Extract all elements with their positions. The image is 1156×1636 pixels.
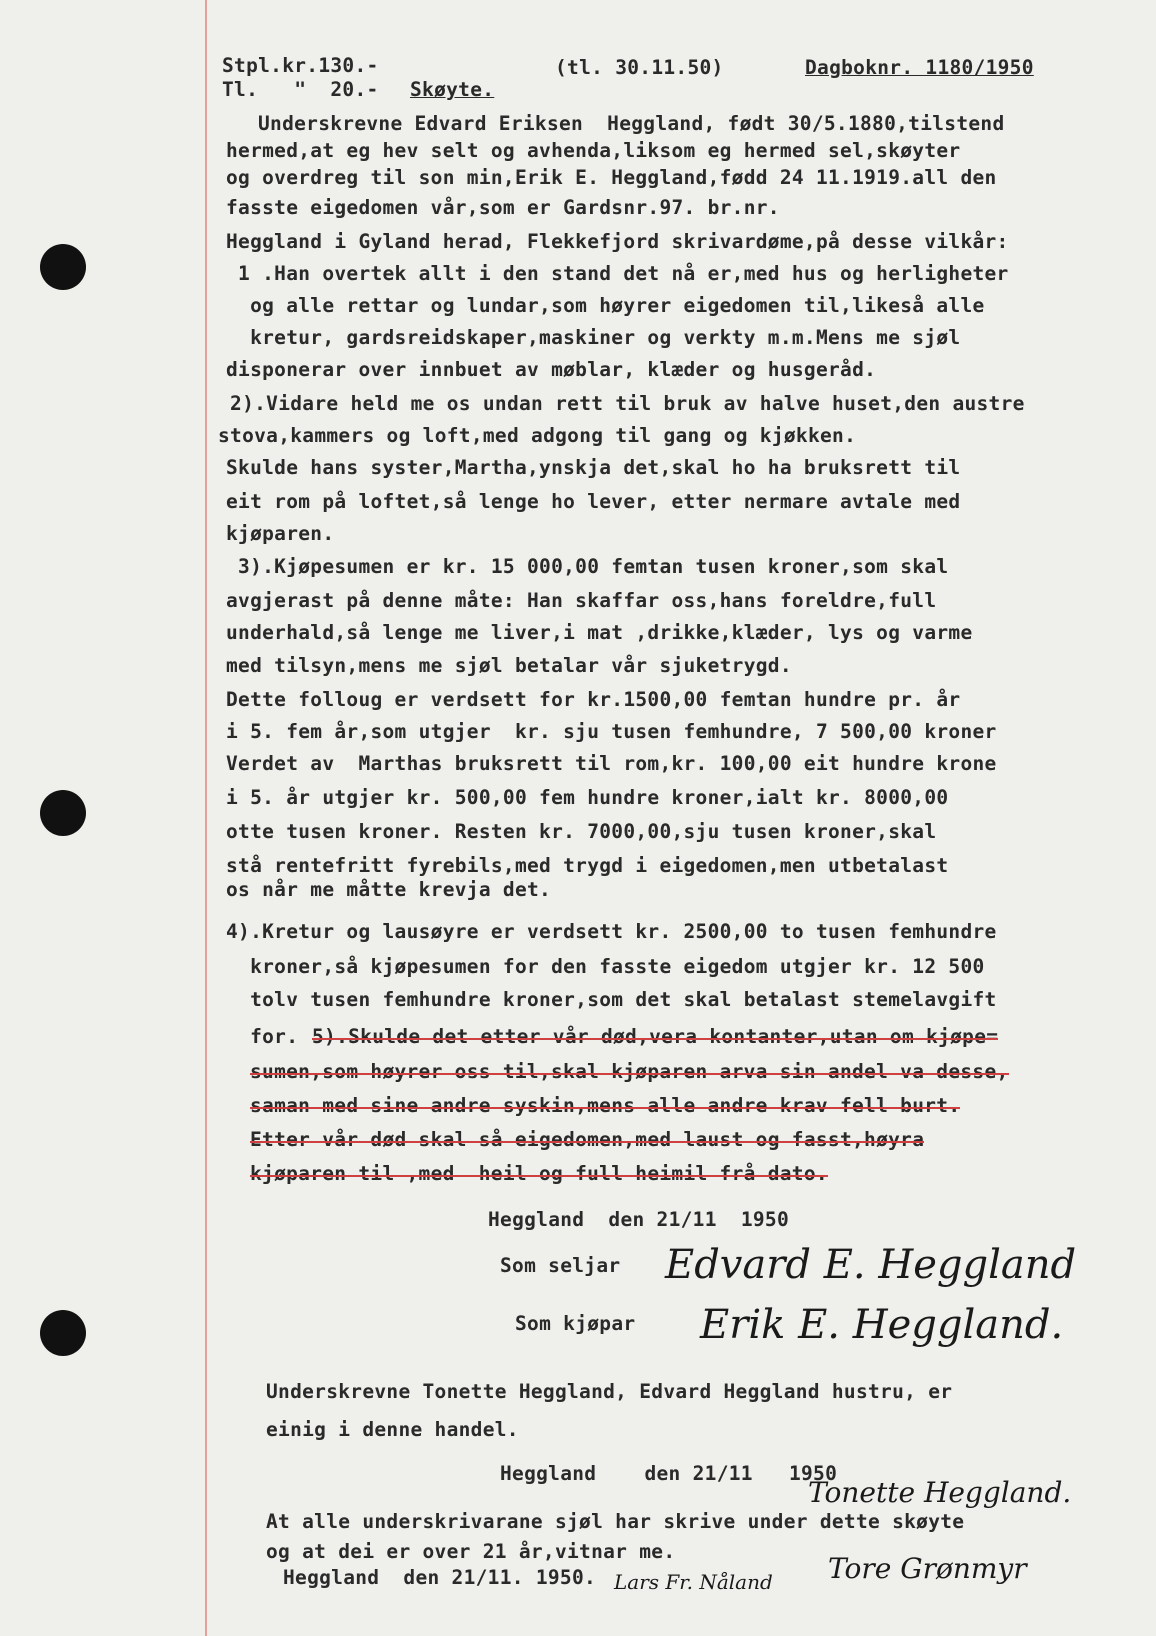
body-line: Verdet av Marthas bruksrett til rom,kr. 100,00 eit hundre krone bbox=[226, 752, 997, 775]
buyer-label: Som kjøpar bbox=[515, 1312, 636, 1335]
body-line: for. bbox=[226, 1025, 299, 1048]
journal-number: Dagboknr. 1180/1950 bbox=[805, 56, 1034, 79]
struck-line bbox=[250, 1162, 828, 1186]
document-title: Skøyte. bbox=[410, 78, 495, 101]
margin-rule bbox=[205, 0, 207, 1636]
struck-text: sumen,som høyrer oss til,skal kjøparen arva sin andel va desse, bbox=[250, 1060, 1009, 1083]
punch-hole bbox=[40, 244, 86, 290]
stamp-fee-line-2: Tl. " 20.- bbox=[222, 78, 379, 101]
body-line: disponerar over innbuet av møblar, klæder og husgeråd. bbox=[226, 358, 877, 381]
body-line: 4).Kretur og lausøyre er verdsett kr. 2500,00 to tusen femhundre bbox=[226, 920, 997, 943]
body-line: i 5. år utgjer kr. 500,00 fem hundre kroner,ialt kr. 8000,00 bbox=[226, 786, 949, 809]
body-line: eit rom på loftet,så lenge ho lever, etter nermare avtale med bbox=[226, 490, 961, 513]
struck-line bbox=[250, 1060, 1009, 1084]
struck-text: saman med sine andre syskin,mens alle andre krav fell burt. bbox=[250, 1094, 961, 1117]
body-line: Skulde hans syster,Martha,ynskja det,skal ho ha bruksrett til bbox=[226, 456, 961, 479]
struck-line bbox=[250, 1094, 960, 1118]
body-line: kjøparen. bbox=[226, 522, 335, 545]
body-line: stova,kammers og loft,med adgong til gang og kjøkken. bbox=[218, 424, 857, 447]
witness-1-signature: Lars Fr. Nåland bbox=[614, 1570, 773, 1594]
body-line: 1 .Han overtek allt i den stand det nå er,med hus og herligheter bbox=[226, 262, 1009, 285]
buyer-signature: Erik E. Heggland. bbox=[700, 1302, 1064, 1348]
body-line: tolv tusen femhundre kroner,som det skal betalast stemelavgift bbox=[226, 988, 997, 1011]
place-date-2: Heggland den 21/11 1950 bbox=[500, 1462, 838, 1485]
struck-text: Etter vår død skal så eigedomen,med laust og fasst,høyra bbox=[250, 1128, 925, 1151]
body-line: Heggland i Gyland herad, Flekkefjord skrivardøme,på desse vilkår: bbox=[226, 230, 1009, 253]
punch-hole bbox=[40, 790, 86, 836]
wife-signature: Tonette Heggland. bbox=[808, 1476, 1072, 1509]
registration-date: (tl. 30.11.50) bbox=[555, 56, 724, 79]
consent-line-1: Underskrevne Tonette Heggland, Edvard Heggland hustru, er bbox=[266, 1380, 953, 1403]
struck-line bbox=[312, 1025, 998, 1049]
body-line: avgjerast på denne måte: Han skaffar oss,hans foreldre,full bbox=[226, 589, 937, 612]
body-line: i 5. fem år,som utgjer kr. sju tusen femhundre, 7 500,00 kroner bbox=[226, 720, 997, 743]
body-line: fasste eigedomen vår,som er Gardsnr.97. br.nr. bbox=[226, 196, 780, 219]
witness-2-signature: Tore Grønmyr bbox=[828, 1552, 1027, 1585]
struck-text: kjøparen til ,med heil og full heimil frå dato. bbox=[250, 1162, 828, 1185]
punch-hole bbox=[40, 1310, 86, 1356]
seller-label: Som seljar bbox=[500, 1254, 621, 1277]
body-line: 3).Kjøpesumen er kr. 15 000,00 femtan tusen kroner,som skal bbox=[226, 555, 949, 578]
body-line: stå rentefritt fyrebils,med trygd i eigedomen,men utbetalast bbox=[226, 854, 949, 877]
place-date-3: Heggland den 21/11. 1950. bbox=[283, 1566, 597, 1589]
body-line: hermed,at eg hev selt og avhenda,liksom eg hermed sel,skøyter bbox=[226, 139, 961, 162]
witness-line-2: og at dei er over 21 år,vitnar me. bbox=[266, 1540, 676, 1563]
body-line: os når me måtte krevja det. bbox=[226, 878, 552, 901]
place-date-1: Heggland den 21/11 1950 bbox=[488, 1208, 789, 1231]
seller-signature: Edvard E. Heggland bbox=[665, 1242, 1077, 1288]
body-line: med tilsyn,mens me sjøl betalar vår sjuketrygd. bbox=[226, 654, 792, 677]
body-line: Underskrevne Edvard Eriksen Heggland, født 30/5.1880,tilstend bbox=[258, 112, 1005, 135]
body-line: kroner,så kjøpesumen for den fasste eigedom utgjer kr. 12 500 bbox=[226, 955, 985, 978]
struck-line bbox=[250, 1128, 924, 1152]
body-line: og alle rettar og lundar,som høyrer eigedomen til,likeså alle bbox=[226, 294, 985, 317]
consent-line-2: einig i denne handel. bbox=[266, 1418, 519, 1441]
struck-text: 5).Skulde det etter vår død,vera kontanter,utan om kjøpe= bbox=[312, 1025, 999, 1048]
stamp-fee-line-1: Stpl.kr.130.- bbox=[222, 54, 379, 77]
witness-line-1: At alle underskrivarane sjøl har skrive under dette skøyte bbox=[266, 1510, 965, 1533]
body-line: og overdreg til son min,Erik E. Heggland,fødd 24 11.1919.all den bbox=[226, 166, 997, 189]
body-line: Dette folloug er verdsett for kr.1500,00 femtan hundre pr. år bbox=[226, 688, 961, 711]
body-line: kretur, gardsreidskaper,maskiner og verkty m.m.Mens me sjøl bbox=[226, 326, 961, 349]
body-line: underhald,så lenge me liver,i mat ,drikke,klæder, lys og varme bbox=[226, 621, 973, 644]
body-line: otte tusen kroner. Resten kr. 7000,00,sju tusen kroner,skal bbox=[226, 820, 937, 843]
body-line: 2).Vidare held me os undan rett til bruk av halve huset,den austre bbox=[218, 392, 1025, 415]
